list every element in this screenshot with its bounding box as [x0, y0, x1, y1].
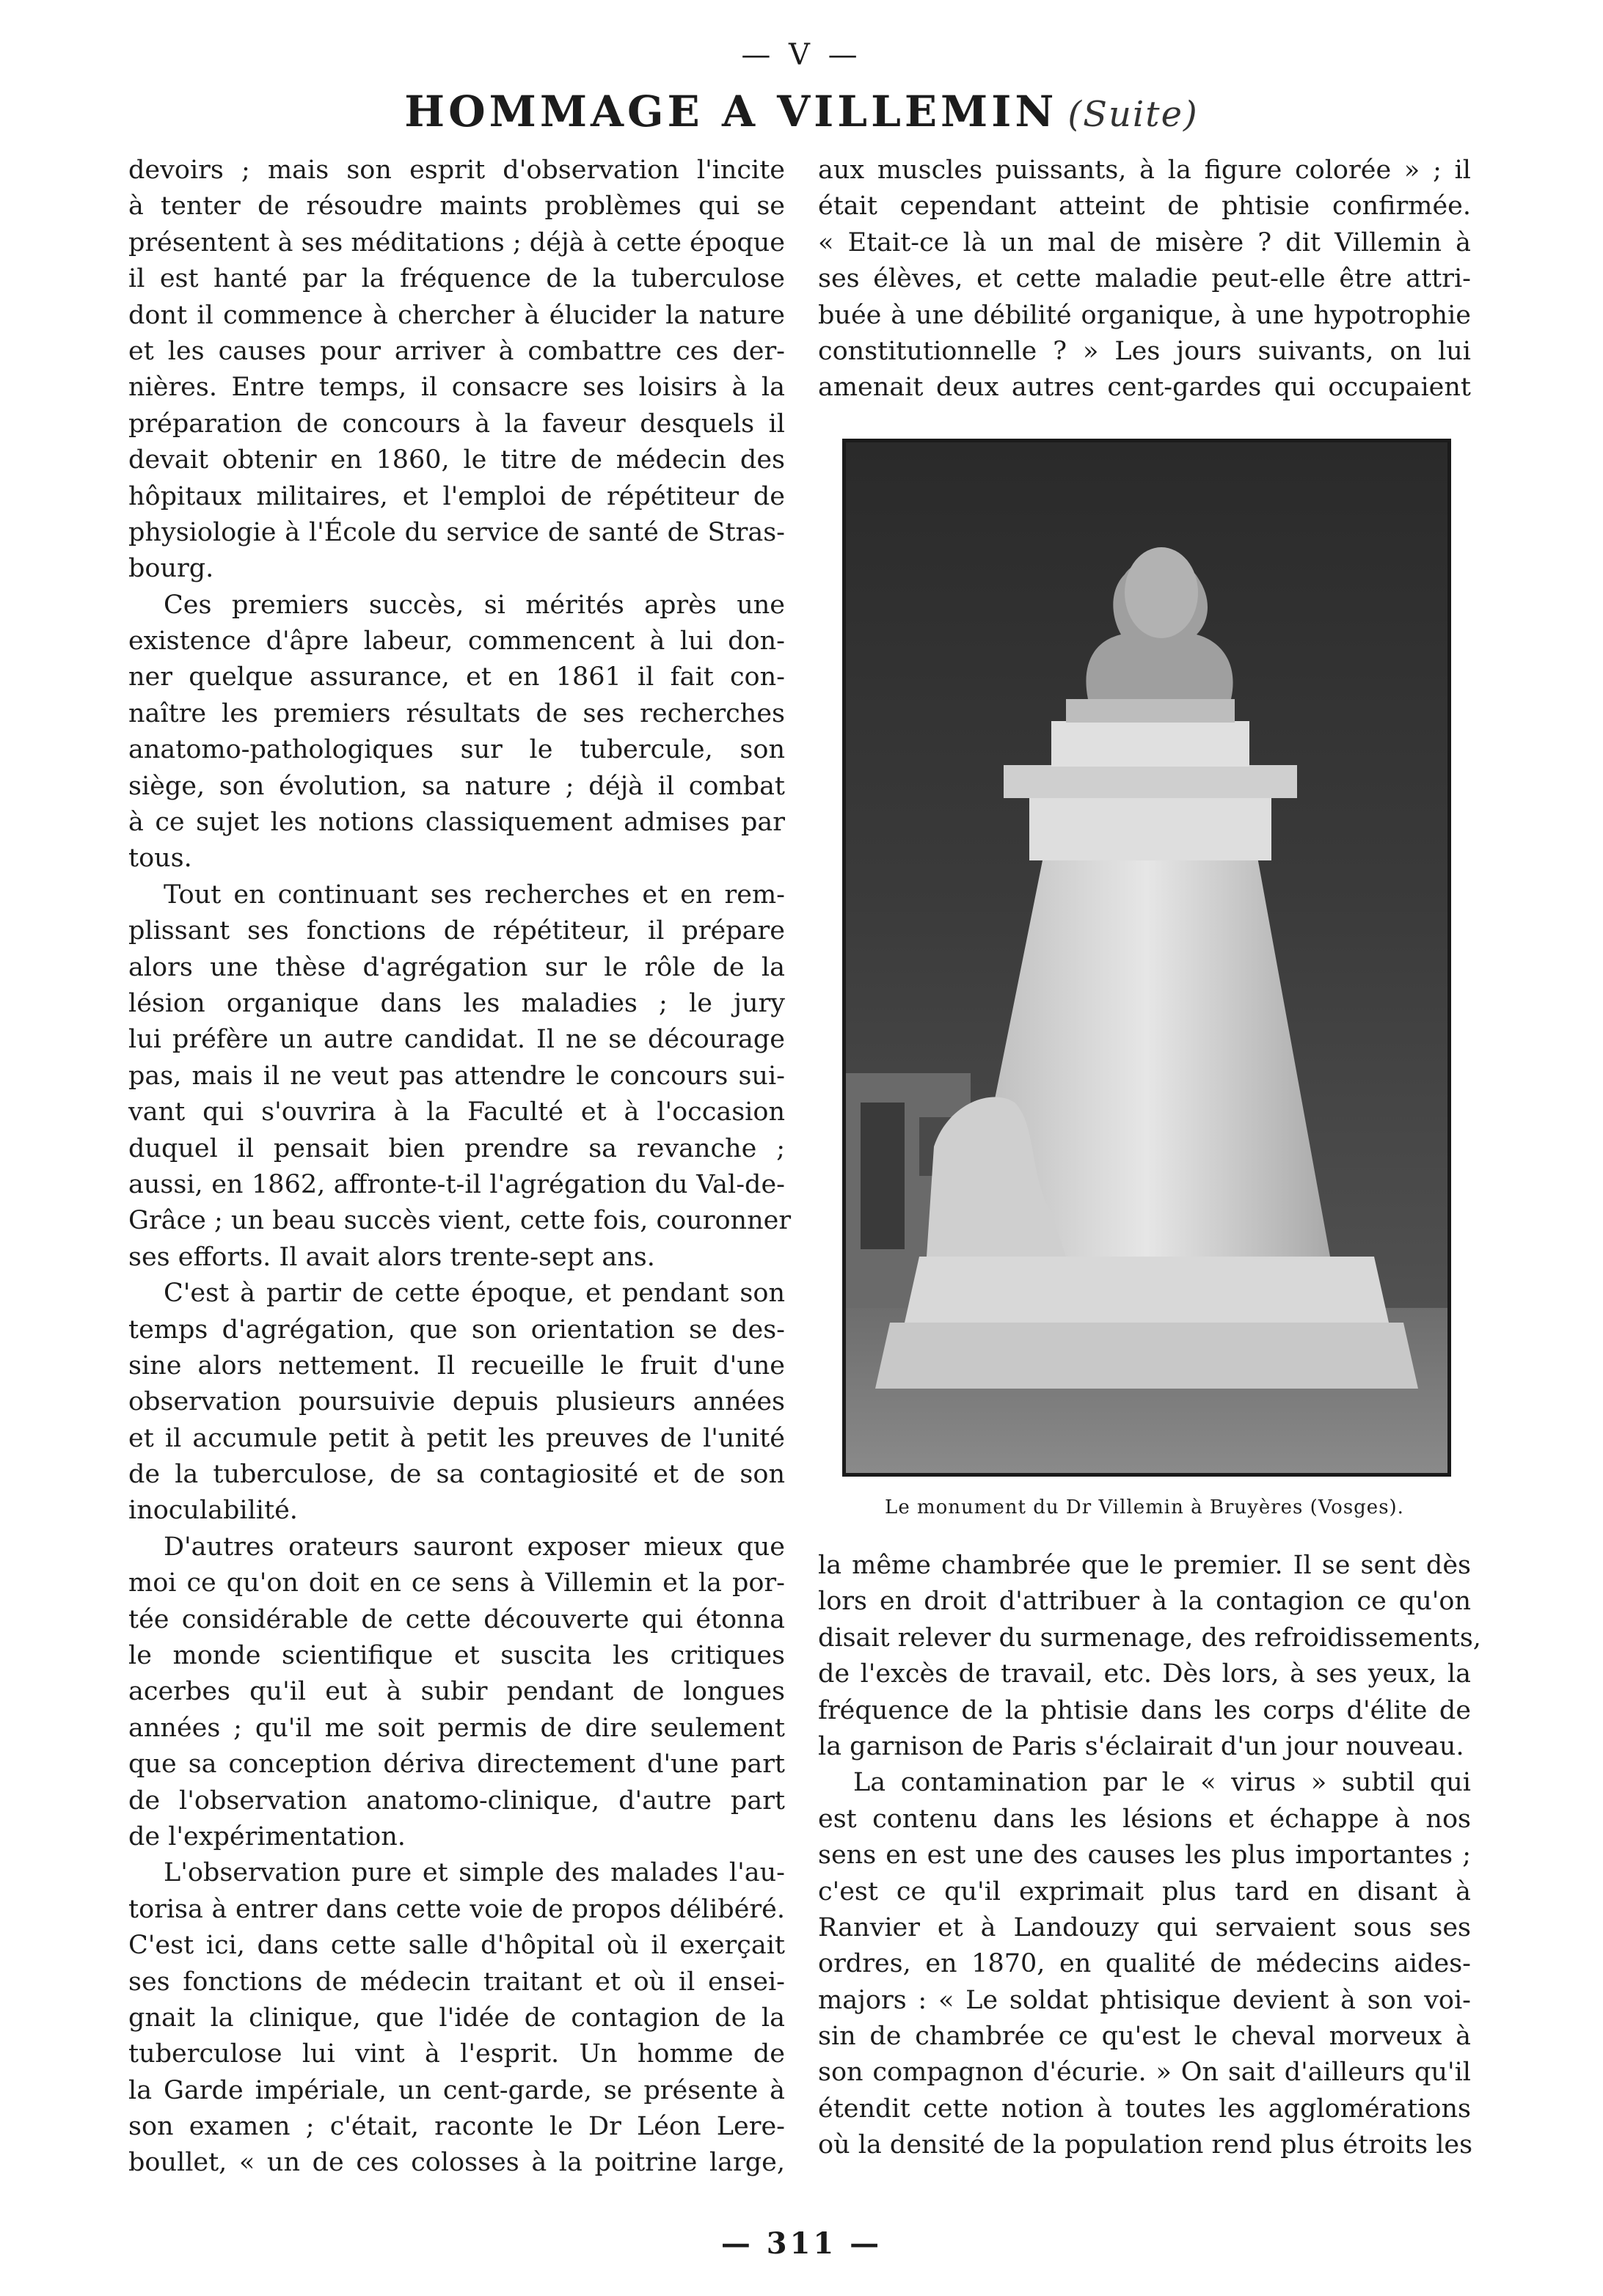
page-header-roman: — V —: [741, 38, 862, 72]
text-line: Ranvier et à Landouzy qui servaient sous ses: [818, 1912, 1471, 1942]
text-line: lésion organique dans les maladies ; le jury: [128, 988, 785, 1018]
text-line: majors : « Le soldat phtisique devient à son voi-: [818, 1985, 1471, 2015]
text-line: bourg.: [128, 554, 214, 584]
text-line: D'autres orateurs sauront exposer mieux que: [164, 1532, 785, 1562]
text-line: tuberculose lui vint à l'esprit. Un homme de: [128, 2039, 785, 2069]
text-line: présentent à ses méditations ; déjà à cette époque: [128, 227, 785, 257]
text-line: était cependant atteint de phtisie confirmée.: [818, 191, 1471, 222]
text-line: existence d'âpre labeur, commencent à lui don-: [128, 626, 785, 657]
text-line: La contamination par le « virus » subtil qui: [853, 1768, 1471, 1798]
text-line: acerbes qu'il eut à subir pendant de longues: [128, 1677, 785, 1707]
text-line: sine alors nettement. Il recueille le fruit d'une: [128, 1350, 785, 1381]
text-line: la garnison de Paris s'éclairait d'un jour nouveau.: [818, 1731, 1464, 1761]
text-line: inoculabilité.: [128, 1496, 298, 1526]
text-line: siège, son évolution, sa nature ; déjà il combat: [128, 771, 785, 801]
text-line: Grâce ; un beau succès vient, cette fois, couronner: [128, 1206, 792, 1236]
text-line: dont il commence à chercher à élucider la nature: [128, 300, 785, 330]
text-line: constitutionnelle ? » Les jours suivants, on lui: [818, 336, 1471, 366]
text-line: temps d'agrégation, que son orientation se des-: [128, 1315, 785, 1345]
text-line: préparation de concours à la faveur desquels il: [128, 409, 785, 439]
text-line: de l'expérimentation.: [128, 1821, 406, 1851]
text-line: à ce sujet les notions classiquement admises par: [128, 808, 785, 838]
text-line: le monde scientifique et suscita les critiques: [128, 1641, 785, 1671]
text-line: buée à une débilité organique, à une hypotrophie: [818, 300, 1471, 330]
left-column: [128, 153, 792, 2182]
text-line: ses efforts. Il avait alors trente-sept ans.: [128, 1242, 655, 1272]
text-line: observation poursuivie depuis plusieurs années: [128, 1387, 785, 1417]
text-line: Ces premiers succès, si mérités après une: [164, 590, 785, 620]
text-line: physiologie à l'École du service de santé de Stras-: [128, 517, 785, 547]
text-line: que sa conception dériva directement d'une part: [128, 1750, 785, 1780]
text-line: torisa à entrer dans cette voie de propos délibéré.: [128, 1894, 785, 1924]
text-line: naître les premiers résultats de ses recherches: [128, 698, 785, 728]
text-line: plissant ses fonctions de répétiteur, il prépare: [128, 916, 785, 946]
text-line: aux muscles puissants, à la figure colorée » ; il: [818, 156, 1471, 185]
text-line: lors en droit d'attribuer à la contagion ce qu'on: [818, 1587, 1471, 1617]
text-line: tée considérable de cette découverte qui étonna: [128, 1604, 785, 1634]
text-line: disait relever du surmenage, des refroidissements,: [818, 1623, 1481, 1653]
right-column-bottom: [818, 1548, 1481, 2164]
title-suffix: (Suite): [1067, 94, 1199, 135]
text-line: devoirs ; mais son esprit d'observation l'incite: [128, 156, 785, 185]
text-line: la même chambrée que le premier. Il se sent dès: [818, 1551, 1471, 1580]
text-line: et les causes pour arriver à combattre ces der-: [128, 336, 785, 366]
monument-illustration: [846, 442, 1447, 1473]
text-line: il est hanté par la fréquence de la tuberculose: [128, 264, 785, 294]
text-line: Tout en continuant ses recherches et en rem-: [164, 880, 785, 910]
text-line: à tenter de résoudre maints problèmes qui se: [128, 191, 785, 222]
text-line: aussi, en 1862, affronte-t-il l'agrégation du Val-de-: [128, 1169, 785, 1199]
text-line: ses fonctions de médecin traitant et où il ensei-: [128, 1967, 785, 1997]
article-title: [0, 87, 1603, 136]
text-line: années ; qu'il me soit permis de dire seulement: [128, 1713, 785, 1743]
title-text: HOMMAGE A VILLEMIN: [404, 87, 1058, 136]
text-line: tous.: [128, 844, 192, 874]
text-line: pas, mais il ne veut pas attendre le concours sui-: [128, 1061, 785, 1091]
text-line: ordres, en 1870, en qualité de médecins aides-: [818, 1949, 1471, 1979]
figure-caption: Le monument du Dr Villemin à Bruyères (Vosges).: [885, 1496, 1404, 1518]
text-line: ses élèves, et cette maladie peut-elle être attri-: [818, 264, 1471, 294]
text-line: fréquence de la phtisie dans les corps d'élite de: [818, 1695, 1471, 1725]
text-line: son compagnon d'écurie. » On sait d'ailleurs qu'il: [818, 2058, 1471, 2088]
text-line: alors une thèse d'agrégation sur le rôle de la: [128, 952, 785, 982]
text-line: L'observation pure et simple des malades l'au-: [164, 1858, 785, 1888]
text-line: « Etait-ce là un mal de misère ? dit Villemin à: [818, 227, 1471, 257]
monument-photo: [842, 439, 1451, 1477]
text-line: où la densité de la population rend plus étroits les: [818, 2130, 1473, 2160]
right-column-top: [818, 153, 1471, 406]
text-line: anatomo-pathologiques sur le tubercule, son: [128, 735, 785, 765]
text-line: nières. Entre temps, il consacre ses loisirs à la: [128, 373, 785, 403]
text-line: moi ce qu'on doit en ce sens à Villemin et la por-: [128, 1568, 785, 1598]
text-line: lui préfère un autre candidat. Il ne se décourage: [128, 1025, 785, 1055]
text-line: c'est ce qu'il exprimait plus tard en disant à: [818, 1876, 1471, 1906]
page-number: — 311 —: [720, 2226, 883, 2261]
text-line: C'est ici, dans cette salle d'hôpital où il exerçait: [128, 1931, 785, 1961]
text-line: amenait deux autres cent-gardes qui occupaient: [818, 373, 1471, 403]
text-line: et il accumule petit à petit les preuves de l'unité: [128, 1423, 785, 1453]
text-line: son examen ; c'était, raconte le Dr Léon Lere-: [128, 2112, 785, 2142]
text-line: de la tuberculose, de sa contagiosité et de son: [128, 1460, 785, 1490]
text-line: boullet, « un de ces colosses à la poitrine large,: [128, 2148, 785, 2178]
text-line: duquel il pensait bien prendre sa revanche ;: [128, 1133, 785, 1163]
text-line: ner quelque assurance, et en 1861 il fait con-: [128, 662, 785, 692]
text-line: est contenu dans les lésions et échappe à nos: [818, 1804, 1471, 1834]
text-line: étendit cette notion à toutes les agglomérations: [818, 2094, 1471, 2124]
text-line: C'est à partir de cette époque, et pendant son: [164, 1279, 785, 1309]
text-line: vant qui s'ouvrira à la Faculté et à l'occasion: [128, 1097, 785, 1127]
text-line: de l'excès de travail, etc. Dès lors, à ses yeux, la: [818, 1659, 1471, 1689]
text-line: hôpitaux militaires, et l'emploi de répétiteur de: [128, 481, 785, 511]
text-line: sens en est une des causes les plus importantes ;: [818, 1840, 1471, 1871]
text-line: la Garde impériale, un cent-garde, se présente à: [128, 2075, 785, 2105]
text-line: sin de chambrée ce qu'est le cheval morveux à: [818, 2022, 1471, 2052]
text-line: de l'observation anatomo-clinique, d'autre part: [128, 1785, 785, 1816]
text-line: gnait la clinique, que l'idée de contagion de la: [128, 2003, 785, 2033]
text-line: devait obtenir en 1860, le titre de médecin des: [128, 445, 785, 475]
